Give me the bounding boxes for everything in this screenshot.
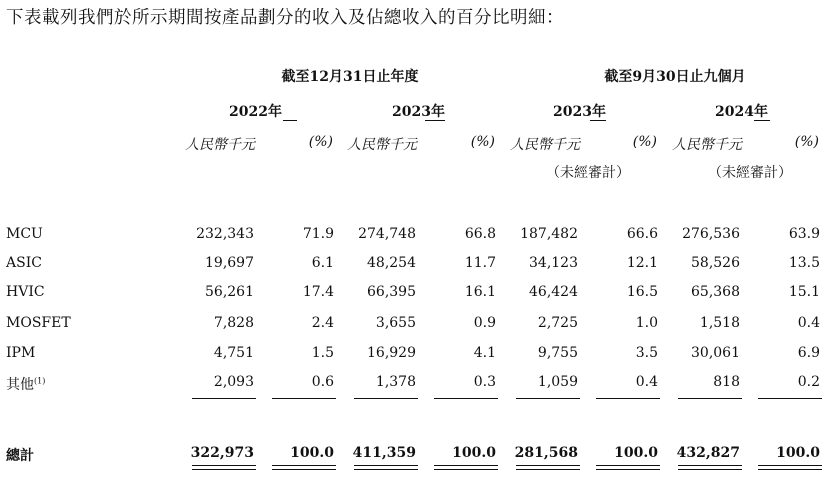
percent-cell: 0.9 <box>473 315 496 331</box>
header-rule <box>283 120 297 121</box>
percent-cell: 66.8 <box>464 226 496 242</box>
amount-cell: 4,751 <box>213 345 254 361</box>
group-header-nine-months: 截至9月30日止九個月 <box>604 69 746 85</box>
amount-cell: 1,378 <box>375 374 416 390</box>
total-label: 總計 <box>6 448 34 464</box>
amount-cell: 19,697 <box>205 255 254 271</box>
header-rule <box>425 120 445 121</box>
percent-cell: 4.1 <box>473 345 496 361</box>
total-double-rule <box>516 469 580 470</box>
total-percent-cell: 100.0 <box>614 445 658 461</box>
row-label <box>6 255 42 271</box>
amount-cell: 7,828 <box>213 315 254 331</box>
total-amount-cell: 432,827 <box>676 445 740 461</box>
total-percent-cell: 100.0 <box>776 445 820 461</box>
total-double-rule <box>434 465 498 466</box>
unaudited-2023-nine: （未經審計） <box>546 165 630 181</box>
percent-cell: 1.0 <box>635 315 658 331</box>
row-label-text: 其他 <box>6 377 34 393</box>
percent-cell: 0.4 <box>797 315 820 331</box>
percent-cell: 13.5 <box>788 255 820 271</box>
amount-cell: 1,059 <box>537 374 578 390</box>
amount-cell: 2,093 <box>213 374 254 390</box>
total-amount-cell: 281,568 <box>514 445 578 461</box>
total-double-rule <box>272 469 336 470</box>
year-header-2024: 2024年 <box>715 104 768 120</box>
percent-cell: 3.5 <box>635 345 658 361</box>
amount-cell: 48,254 <box>367 255 416 271</box>
amount-cell: 34,123 <box>529 255 578 271</box>
unit-rmb-2024: 人民幣千元 <box>672 137 742 153</box>
total-amount-cell: 411,359 <box>352 445 416 461</box>
total-double-rule <box>192 469 256 470</box>
unit-rmb-2022: 人民幣千元 <box>185 137 255 153</box>
amount-cell: 58,526 <box>691 255 740 271</box>
unit-pct-2023-full: (%) <box>470 134 495 150</box>
intro-text: 下表載列我們於所示期間按產品劃分的收入及佔總收入的百分比明細： <box>6 8 564 28</box>
row-label-text: HVIC <box>6 284 45 300</box>
amount-cell: 187,482 <box>520 226 578 242</box>
percent-cell: 6.1 <box>311 255 334 271</box>
unit-pct-2022: (%) <box>308 134 333 150</box>
total-double-rule <box>596 465 660 466</box>
amount-cell: 46,424 <box>529 284 578 300</box>
footnote-marker: (1) <box>34 376 46 386</box>
row-label-text: IPM <box>6 345 36 361</box>
total-amount-cell: 322,973 <box>190 445 254 461</box>
amount-cell: 16,929 <box>367 345 416 361</box>
percent-cell: 1.5 <box>311 345 334 361</box>
amount-cell: 65,368 <box>691 284 740 300</box>
row-label <box>6 315 71 331</box>
percent-cell: 66.6 <box>626 226 658 242</box>
total-percent-cell: 100.0 <box>290 445 334 461</box>
header-rule <box>754 120 770 121</box>
total-double-rule <box>192 465 256 466</box>
percent-cell: 15.1 <box>788 284 820 300</box>
year-header-2023-full: 2023年 <box>392 104 445 120</box>
subtotal-rule <box>596 398 660 399</box>
subtotal-rule <box>516 398 580 399</box>
subtotal-rule <box>272 398 336 399</box>
subtotal-rule <box>678 398 742 399</box>
percent-cell: 17.4 <box>302 284 334 300</box>
row-label-text: MCU <box>6 226 43 242</box>
amount-cell: 1,518 <box>699 315 740 331</box>
amount-cell: 2,725 <box>537 315 578 331</box>
total-double-rule <box>678 465 742 466</box>
group-header-year-ended: 截至12月31日止年度 <box>281 69 419 85</box>
percent-cell: 12.1 <box>626 255 658 271</box>
total-double-rule <box>272 465 336 466</box>
percent-cell: 16.1 <box>464 284 496 300</box>
amount-cell: 818 <box>713 374 740 390</box>
percent-cell: 2.4 <box>311 315 334 331</box>
unit-pct-2023-nine: (%) <box>632 134 657 150</box>
subtotal-rule <box>758 398 822 399</box>
subtotal-rule <box>192 398 256 399</box>
header-rule <box>590 120 606 121</box>
percent-cell: 6.9 <box>797 345 820 361</box>
unaudited-2024: （未經審計） <box>708 165 792 181</box>
total-double-rule <box>354 465 418 466</box>
unit-pct-2024: (%) <box>794 134 819 150</box>
row-label <box>6 284 45 300</box>
amount-cell: 232,343 <box>196 226 254 242</box>
amount-cell: 66,395 <box>367 284 416 300</box>
amount-cell: 9,755 <box>537 345 578 361</box>
percent-cell: 0.6 <box>311 374 334 390</box>
year-header-2023-nine: 2023年 <box>553 104 606 120</box>
row-label <box>6 374 45 394</box>
total-double-rule <box>758 465 822 466</box>
subtotal-rule <box>434 398 498 399</box>
total-double-rule <box>516 465 580 466</box>
total-double-rule <box>596 469 660 470</box>
total-double-rule <box>434 469 498 470</box>
percent-cell: 0.2 <box>797 374 820 390</box>
amount-cell: 276,536 <box>682 226 740 242</box>
total-double-rule <box>678 469 742 470</box>
row-label-text: MOSFET <box>6 315 71 331</box>
percent-cell: 0.3 <box>473 374 496 390</box>
row-label-text: ASIC <box>6 255 42 271</box>
total-double-rule <box>354 469 418 470</box>
row-label <box>6 226 43 242</box>
amount-cell: 30,061 <box>691 345 740 361</box>
row-label <box>6 345 35 361</box>
percent-cell: 0.4 <box>635 374 658 390</box>
total-double-rule <box>758 469 822 470</box>
amount-cell: 274,748 <box>358 226 416 242</box>
amount-cell: 3,655 <box>375 315 416 331</box>
percent-cell: 71.9 <box>302 226 334 242</box>
percent-cell: 11.7 <box>464 255 496 271</box>
subtotal-rule <box>354 398 418 399</box>
year-header-2022: 2022年 <box>229 104 282 120</box>
percent-cell: 16.5 <box>626 284 658 300</box>
unit-rmb-2023-full: 人民幣千元 <box>347 137 417 153</box>
total-percent-cell: 100.0 <box>452 445 496 461</box>
amount-cell: 56,261 <box>205 284 254 300</box>
unit-rmb-2023-nine: 人民幣千元 <box>510 137 580 153</box>
percent-cell: 63.9 <box>788 226 820 242</box>
